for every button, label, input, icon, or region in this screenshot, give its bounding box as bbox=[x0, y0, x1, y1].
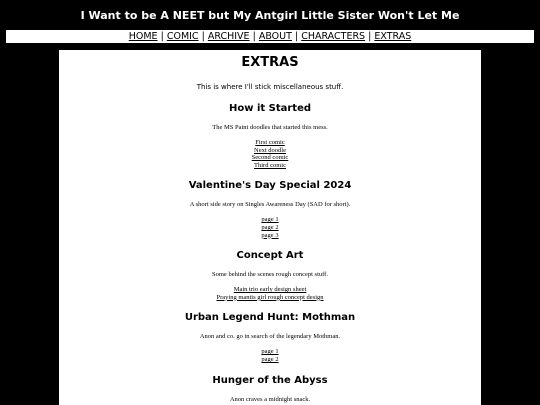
nav-about-link[interactable]: ABOUT bbox=[258, 31, 292, 42]
nav-extras-link[interactable]: EXTRAS bbox=[374, 31, 412, 42]
page-1-link[interactable]: page 1 bbox=[261, 348, 279, 356]
third-comic-link[interactable]: Third comic bbox=[254, 161, 286, 169]
nav-characters-link[interactable]: CHARACTERS bbox=[301, 31, 366, 42]
next-doodle-link[interactable]: Next doodle bbox=[254, 146, 286, 154]
section-heading: Hunger of the Abyss bbox=[212, 374, 328, 386]
section-links bbox=[59, 286, 481, 301]
nav-separator: | bbox=[368, 31, 372, 42]
second-comic-link[interactable]: Second comic bbox=[251, 154, 289, 162]
section-description: The MS Paint doodles that started this mess. bbox=[212, 124, 328, 131]
section-description: A short side story on Singles Awareness Day (SAD for short). bbox=[189, 201, 351, 209]
section-how-it-started bbox=[59, 102, 481, 169]
page-1-link[interactable]: page 1 bbox=[261, 216, 279, 224]
page-2-link[interactable]: page 2 bbox=[261, 355, 279, 363]
nav-separator: | bbox=[160, 31, 164, 42]
section-valentines-special bbox=[59, 179, 481, 239]
content-panel bbox=[59, 50, 481, 405]
page-3-link[interactable]: page 3 bbox=[261, 231, 279, 239]
section-links bbox=[59, 139, 481, 169]
nav-archive-link[interactable]: ARCHIVE bbox=[207, 31, 250, 42]
nav-separator: | bbox=[294, 31, 299, 42]
nav-comic-link[interactable]: COMIC bbox=[166, 31, 199, 42]
site-title: I Want to be A NEET but My Antgirl Little Sister Won't Let Me bbox=[80, 9, 460, 22]
section-concept-art bbox=[59, 249, 481, 301]
page-2-link[interactable]: page 2 bbox=[261, 223, 279, 231]
design-sheet-link[interactable]: Main trio early design sheet bbox=[233, 286, 307, 294]
concept-design-link[interactable]: Praying mantis girl rough concept design bbox=[216, 293, 324, 301]
nav-home-link[interactable]: HOME bbox=[128, 31, 158, 42]
section-description: Anon and co. go in search of the legendary Mothman. bbox=[199, 333, 341, 341]
nav-separator: | bbox=[201, 31, 205, 42]
section-links bbox=[59, 348, 481, 363]
section-mothman bbox=[59, 311, 481, 363]
section-heading: How it Started bbox=[228, 103, 312, 114]
section-hunger-of-the-abyss bbox=[59, 374, 481, 404]
first-comic-link[interactable]: First comic bbox=[255, 139, 285, 146]
section-heading: Valentine's Day Special 2024 bbox=[188, 180, 352, 192]
section-description: Anon craves a midnight snack. bbox=[229, 395, 311, 403]
section-heading: Concept Art bbox=[236, 250, 304, 262]
section-links bbox=[59, 216, 481, 239]
page-intro: This is where I'll stick miscellaneous stuff. bbox=[196, 83, 344, 91]
main-nav bbox=[6, 30, 534, 43]
section-description: Some behind the scenes rough concept stuff. bbox=[212, 271, 328, 279]
page-title: EXTRAS bbox=[241, 55, 299, 70]
nav-separator: | bbox=[252, 31, 256, 42]
section-heading: Urban Legend Hunt: Mothman bbox=[184, 312, 356, 324]
